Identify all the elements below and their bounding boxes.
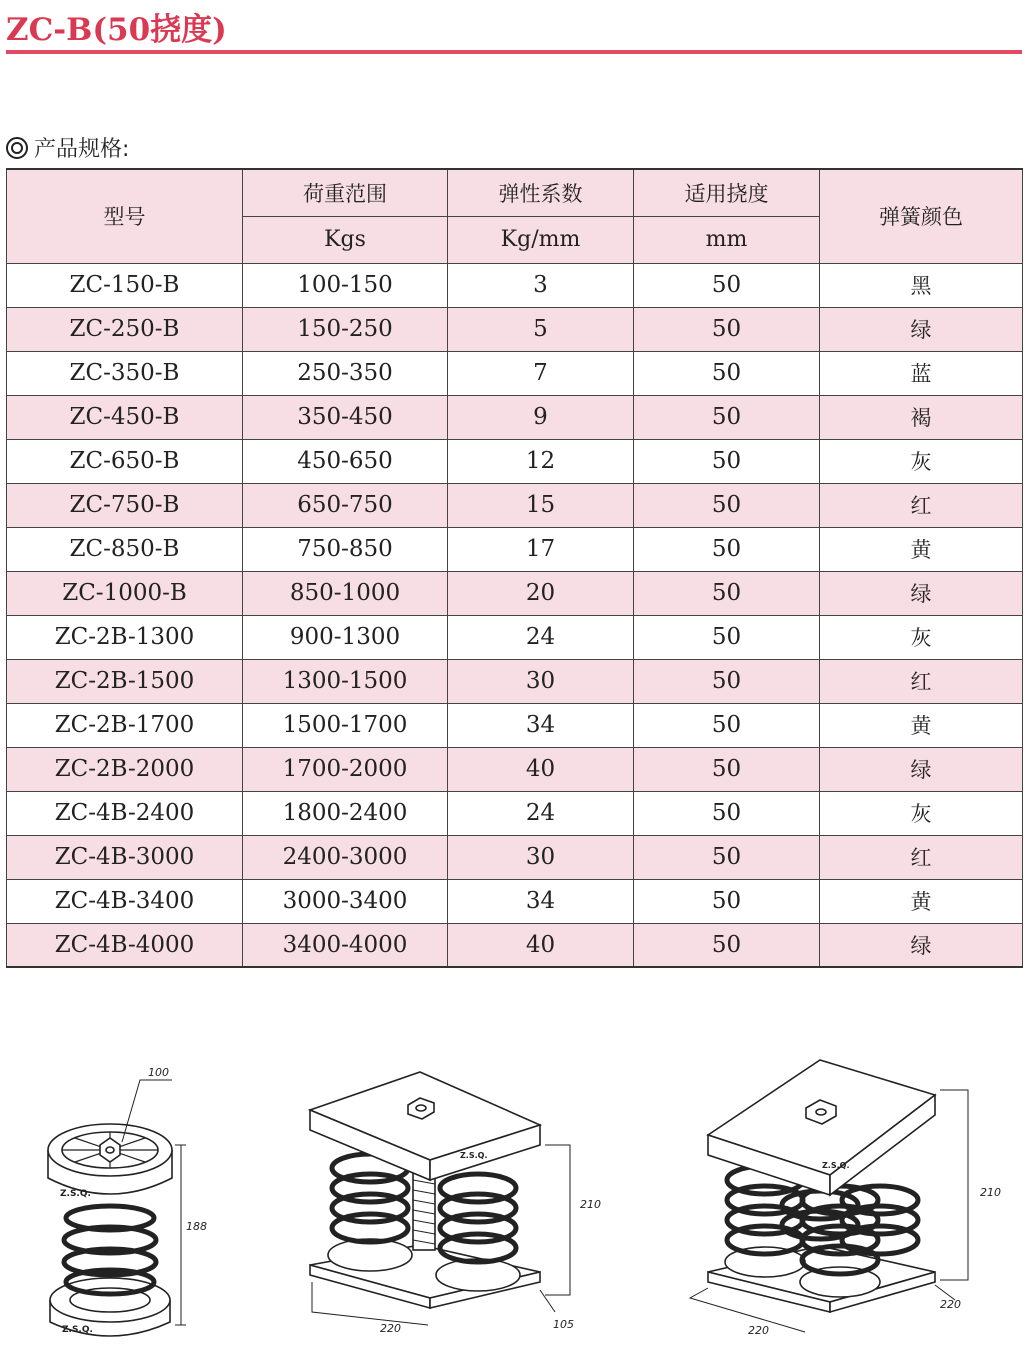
table-row [7, 923, 1023, 967]
table-cell-deflection: 50 [634, 527, 820, 571]
header-stiffness: 弹性系数 [448, 169, 634, 216]
table-cell-deflection: 50 [634, 483, 820, 527]
table-cell-load: 650-750 [243, 483, 448, 527]
table-cell-deflection: 50 [634, 835, 820, 879]
table-cell-model: ZC-4B-3400 [7, 879, 243, 923]
table-cell-load: 900-1300 [243, 615, 448, 659]
table-row [7, 263, 1023, 307]
quad-mount-drawing [690, 1060, 968, 1332]
header-load-unit: Kgs [243, 216, 448, 263]
table-cell-stiffness: 17 [448, 527, 634, 571]
table-row [7, 395, 1023, 439]
spec-table [6, 168, 1023, 968]
table-cell-model: ZC-850-B [7, 527, 243, 571]
table-row [7, 615, 1023, 659]
table-cell-load: 1300-1500 [243, 659, 448, 703]
table-row [7, 571, 1023, 615]
table-cell-model: ZC-350-B [7, 351, 243, 395]
table-cell-load: 1800-2400 [243, 791, 448, 835]
table-cell-load: 1700-2000 [243, 747, 448, 791]
table-cell-stiffness: 40 [448, 747, 634, 791]
table-cell-color: 红 [820, 659, 1023, 703]
table-cell-color: 褐 [820, 395, 1023, 439]
table-cell-stiffness: 5 [448, 307, 634, 351]
table-cell-deflection: 50 [634, 263, 820, 307]
double-circle-icon [6, 137, 28, 159]
table-cell-load: 3000-3400 [243, 879, 448, 923]
table-cell-load: 1500-1700 [243, 703, 448, 747]
table-cell-deflection: 50 [634, 659, 820, 703]
table-cell-stiffness: 20 [448, 571, 634, 615]
table-cell-deflection: 50 [634, 439, 820, 483]
double-dim-height: 210 [580, 1198, 601, 1211]
single-mount-drawing [48, 1080, 186, 1336]
table-cell-deflection: 50 [634, 747, 820, 791]
double-logo: Z.S.Q. [460, 1151, 488, 1160]
table-cell-color: 灰 [820, 791, 1023, 835]
table-cell-stiffness: 40 [448, 923, 634, 967]
single-logo: Z.S.Q. [60, 1189, 91, 1199]
header-load-range: 荷重范围 [243, 169, 448, 216]
table-cell-model: ZC-750-B [7, 483, 243, 527]
header-deflection: 适用挠度 [634, 169, 820, 216]
quad-dim-width: 220 [748, 1324, 769, 1337]
table-cell-deflection: 50 [634, 703, 820, 747]
spec-table-header [7, 169, 1023, 263]
table-cell-deflection: 50 [634, 395, 820, 439]
table-cell-stiffness: 30 [448, 835, 634, 879]
header-stiffness-unit: Kg/mm [448, 216, 634, 263]
table-cell-deflection: 50 [634, 615, 820, 659]
quad-dim-depth: 220 [940, 1298, 961, 1311]
table-cell-model: ZC-2B-2000 [7, 747, 243, 791]
table-row [7, 351, 1023, 395]
section-heading [6, 132, 129, 163]
table-row [7, 747, 1023, 791]
table-cell-color: 绿 [820, 747, 1023, 791]
table-cell-color: 绿 [820, 571, 1023, 615]
table-row [7, 879, 1023, 923]
table-cell-model: ZC-2B-1300 [7, 615, 243, 659]
header-model: 型号 [7, 169, 243, 263]
table-row [7, 703, 1023, 747]
table-cell-stiffness: 34 [448, 879, 634, 923]
table-cell-model: ZC-650-B [7, 439, 243, 483]
table-cell-stiffness: 30 [448, 659, 634, 703]
table-cell-deflection: 50 [634, 307, 820, 351]
table-cell-model: ZC-450-B [7, 395, 243, 439]
table-cell-load: 350-450 [243, 395, 448, 439]
table-cell-color: 灰 [820, 615, 1023, 659]
table-cell-stiffness: 7 [448, 351, 634, 395]
table-cell-color: 绿 [820, 307, 1023, 351]
table-cell-stiffness: 34 [448, 703, 634, 747]
table-row [7, 659, 1023, 703]
table-row [7, 835, 1023, 879]
table-cell-model: ZC-250-B [7, 307, 243, 351]
spec-table-body [7, 263, 1023, 967]
table-cell-stiffness: 12 [448, 439, 634, 483]
table-row [7, 439, 1023, 483]
table-cell-load: 3400-4000 [243, 923, 448, 967]
quad-logo: Z.S.Q. [822, 1161, 850, 1170]
title-divider [6, 50, 1022, 54]
table-cell-load: 100-150 [243, 263, 448, 307]
table-cell-color: 黄 [820, 527, 1023, 571]
table-cell-deflection: 50 [634, 791, 820, 835]
table-cell-model: ZC-150-B [7, 263, 243, 307]
table-cell-model: ZC-1000-B [7, 571, 243, 615]
table-cell-color: 黑 [820, 263, 1023, 307]
table-cell-color: 红 [820, 483, 1023, 527]
table-cell-load: 250-350 [243, 351, 448, 395]
table-cell-model: ZC-4B-3000 [7, 835, 243, 879]
table-cell-deflection: 50 [634, 923, 820, 967]
double-mount-drawing [310, 1072, 570, 1325]
table-cell-deflection: 50 [634, 351, 820, 395]
header-spring-color: 弹簧颜色 [820, 169, 1023, 263]
table-cell-model: ZC-2B-1500 [7, 659, 243, 703]
table-cell-stiffness: 24 [448, 615, 634, 659]
table-cell-color: 绿 [820, 923, 1023, 967]
product-drawings [0, 1050, 1030, 1350]
table-cell-deflection: 50 [634, 879, 820, 923]
table-cell-stiffness: 9 [448, 395, 634, 439]
table-cell-color: 黄 [820, 703, 1023, 747]
table-row [7, 483, 1023, 527]
table-cell-load: 2400-3000 [243, 835, 448, 879]
table-cell-color: 灰 [820, 439, 1023, 483]
table-cell-model: ZC-4B-4000 [7, 923, 243, 967]
table-cell-load: 150-250 [243, 307, 448, 351]
table-cell-color: 黄 [820, 879, 1023, 923]
table-cell-stiffness: 15 [448, 483, 634, 527]
table-cell-model: ZC-4B-2400 [7, 791, 243, 835]
table-cell-model: ZC-2B-1700 [7, 703, 243, 747]
table-cell-load: 750-850 [243, 527, 448, 571]
single-dim-height: 188 [186, 1220, 207, 1233]
section-label: 产品规格: [34, 137, 130, 162]
single-dim-top: 100 [148, 1066, 169, 1079]
table-row [7, 527, 1023, 571]
table-cell-stiffness: 3 [448, 263, 634, 307]
table-cell-deflection: 50 [634, 571, 820, 615]
double-dim-width: 220 [380, 1322, 401, 1335]
header-deflection-unit: mm [634, 216, 820, 263]
quad-dim-height: 210 [980, 1186, 1001, 1199]
double-dim-depth: 105 [553, 1318, 574, 1331]
page-title: ZC-B(50挠度) [6, 12, 227, 48]
table-cell-stiffness: 24 [448, 791, 634, 835]
table-cell-color: 蓝 [820, 351, 1023, 395]
table-row [7, 307, 1023, 351]
table-row [7, 791, 1023, 835]
table-cell-load: 850-1000 [243, 571, 448, 615]
single-logo-base: Z.S.Q. [62, 1325, 93, 1335]
table-cell-color: 红 [820, 835, 1023, 879]
table-cell-load: 450-650 [243, 439, 448, 483]
